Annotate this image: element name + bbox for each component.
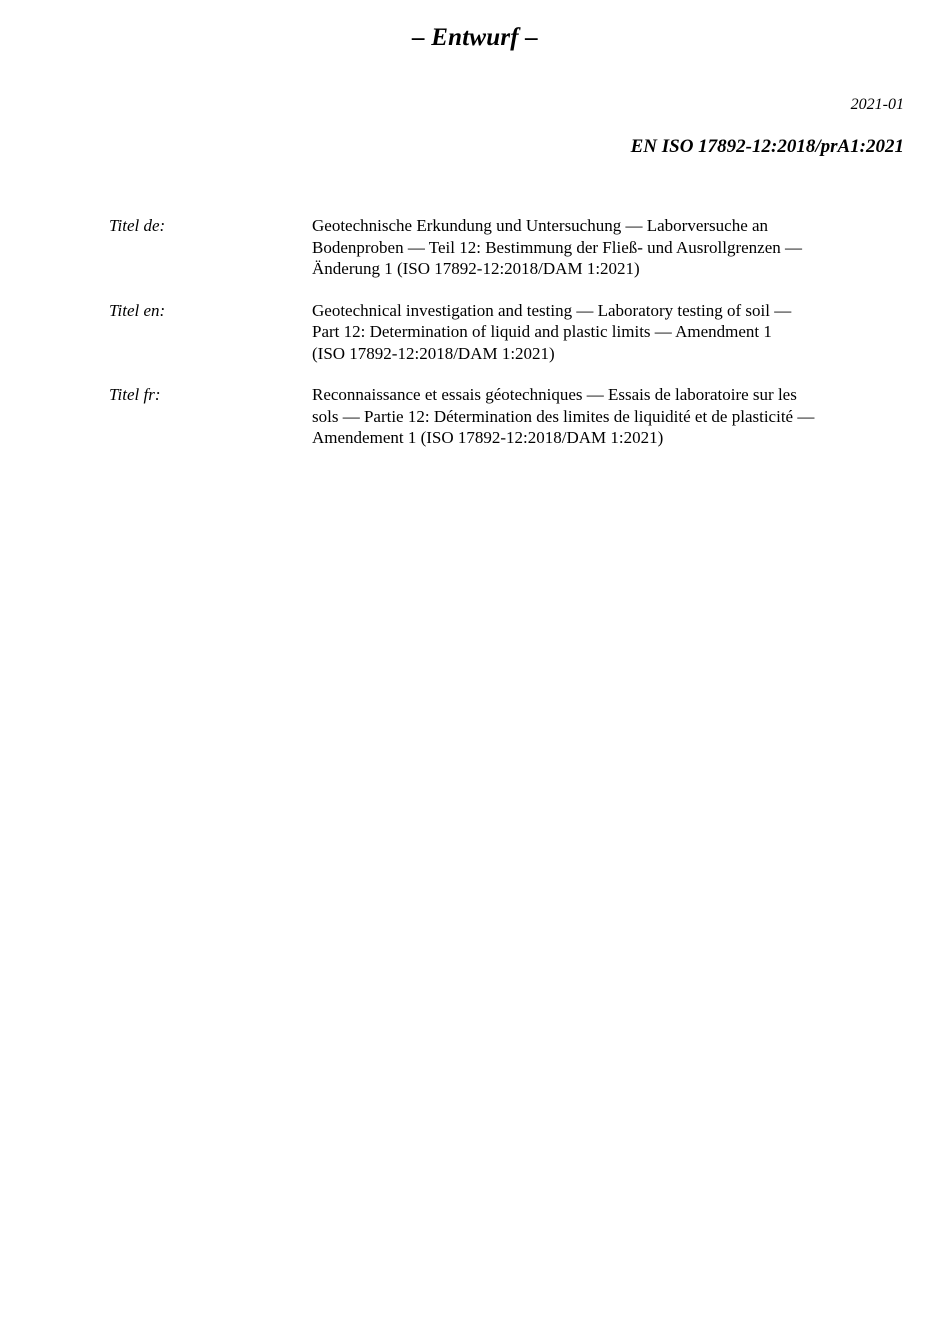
- title-text-fr: Reconnaissance et essais géotechniques — Essais de laboratoire sur les sols — Partie 12: Détermination des limites de liquidité et de plasticité — Amendement 1 (ISO 17892-12:2018/DAM 1:2021): [312, 385, 815, 447]
- title-text-de: Geotechnische Erkundung und Untersuchung — Laborversuche an Bodenproben — Teil 12: Bestimmung der Fließ- und Ausrollgrenzen — Änderung 1 (ISO 17892-12:2018/DAM 1:2021): [312, 216, 803, 278]
- title-text-en: Geotechnical investigation and testing — Laboratory testing of soil — Part 12: Determination of liquid and plastic limits — Amendment 1 (ISO 17892-12:2018/DAM 1:2021): [312, 300, 792, 363]
- title-row-fr: [109, 384, 909, 449]
- title-label-de: Titel de:: [109, 216, 166, 235]
- title-label-en: Titel en:: [109, 300, 166, 320]
- title-row-de: [109, 215, 909, 280]
- document-date: 2021-01: [850, 96, 904, 113]
- title-row-en: [109, 300, 909, 365]
- draft-label: – Entwurf –: [412, 24, 538, 51]
- document-number: EN ISO 17892-12:2018/prA1:2021: [630, 136, 904, 157]
- titles-table: [109, 215, 909, 469]
- title-label-fr: Titel fr:: [109, 385, 161, 404]
